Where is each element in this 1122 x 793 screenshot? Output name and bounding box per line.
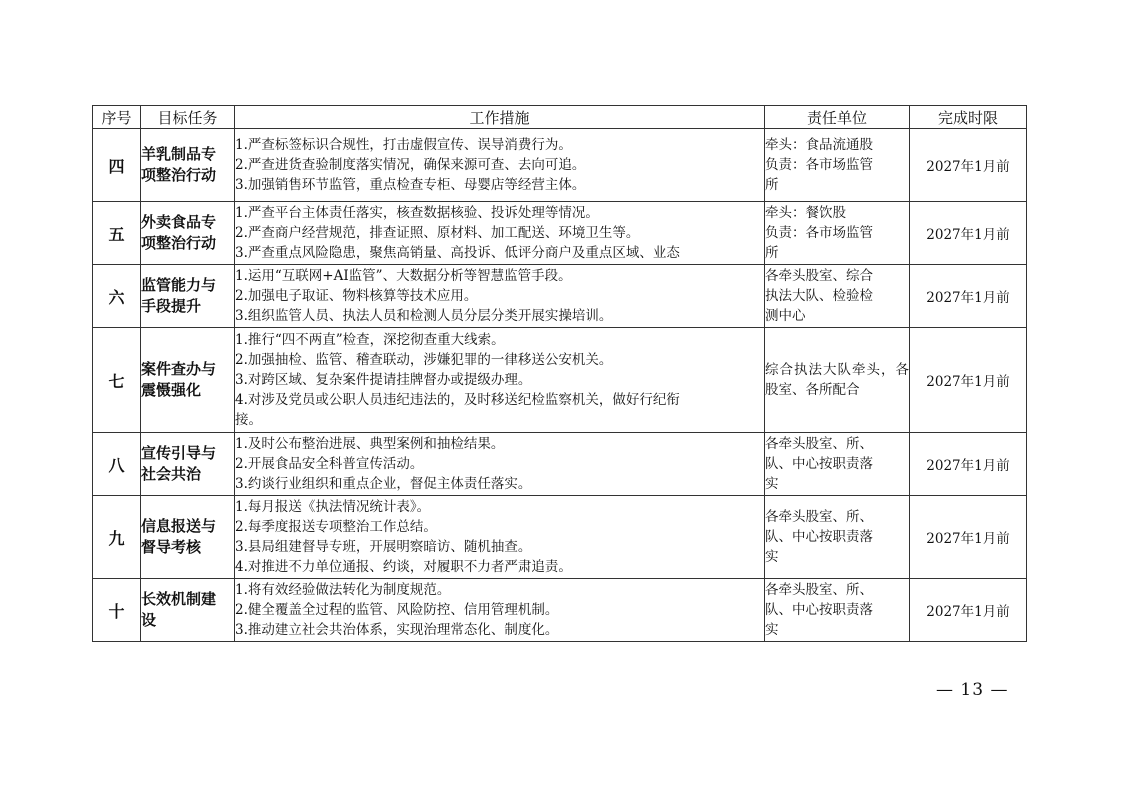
measure-item: 1.每月报送《执法情况统计表》。 (235, 499, 431, 515)
row-unit: 各牵头股室、所、 队、中心按职责落 实 (765, 496, 910, 579)
row-measures (235, 202, 765, 265)
row-measures (235, 496, 765, 579)
row-task: 羊乳制品专 项整治行动 (141, 129, 235, 202)
measure-item: 3.组织监管人员、执法人员和检测人员分层分类开展实操培训。 (235, 308, 613, 324)
row-unit: 各牵头股室、所、 队、中心按职责落 实 (765, 433, 910, 496)
measure-item: 2.开展食品安全科普宣传活动。 (235, 456, 424, 472)
measure-item: 2.每季度报送专项整治工作总结。 (235, 519, 437, 535)
row-measures (235, 579, 765, 642)
row-task: 监管能力与 手段提升 (141, 265, 235, 328)
measure-item: 2.健全覆盖全过程的监管、风险防控、信用管理机制。 (235, 602, 559, 618)
measure-item: 2.严查商户经营规范，排查证照、原材料、加工配送、环境卫生等。 (235, 225, 640, 241)
table-row (93, 579, 1027, 642)
row-task: 案件查办与 震慑强化 (141, 328, 235, 433)
row-deadline: 2027年1月前 (910, 202, 1027, 265)
row-task: 长效机制建 设 (141, 579, 235, 642)
row-unit: 综合执法大队牵头，各股室、各所配合 (765, 328, 910, 433)
measure-item: 3.推动建立社会共治体系，实现治理常态化、制度化。 (235, 622, 559, 638)
measure-item: 3.加强销售环节监管，重点检查专柜、母婴店等经营主体。 (235, 177, 586, 193)
row-deadline: 2027年1月前 (910, 129, 1027, 202)
row-deadline: 2027年1月前 (910, 265, 1027, 328)
measure-item: 1.推行“四不两直”检查，深挖彻查重大线索。 (235, 332, 505, 348)
row-number: 八 (93, 433, 141, 496)
measure-item: 3.约谈行业组织和重点企业，督促主体责任落实。 (235, 476, 532, 492)
table-row (93, 496, 1027, 579)
row-number: 五 (93, 202, 141, 265)
row-measures (235, 129, 765, 202)
row-deadline: 2027年1月前 (910, 433, 1027, 496)
page-number: — 13 — (936, 680, 1009, 700)
row-number: 六 (93, 265, 141, 328)
row-number: 十 (93, 579, 141, 642)
measure-item: 3.县局组建督导专班，开展明察暗访、随机抽查。 (235, 539, 532, 555)
row-deadline: 2027年1月前 (910, 579, 1027, 642)
row-measures (235, 265, 765, 328)
row-task: 宣传引导与 社会共治 (141, 433, 235, 496)
table-row (93, 202, 1027, 265)
measure-item: 1.及时公布整治进展、典型案例和抽检结果。 (235, 436, 505, 452)
task-table (92, 105, 1027, 642)
row-measures (235, 433, 765, 496)
measure-item: 1.严查平台主体责任落实，核查数据核验、投诉处理等情况。 (235, 205, 599, 221)
table-row (93, 265, 1027, 328)
header-unit: 责任单位 (765, 106, 910, 129)
row-deadline: 2027年1月前 (910, 496, 1027, 579)
row-deadline: 2027年1月前 (910, 328, 1027, 433)
row-unit: 各牵头股室、所、 队、中心按职责落 实 (765, 579, 910, 642)
measure-item: 2.严查进货查验制度落实情况，确保来源可查、去向可追。 (235, 157, 586, 173)
measure-item: 3.严查重点风险隐患，聚焦高销量、高投诉、低评分商户及重点区域、业态 (235, 245, 680, 261)
header-deadline: 完成时限 (910, 106, 1027, 129)
measure-item: 3.对跨区域、复杂案件提请挂牌督办或提级办理。 (235, 372, 532, 388)
row-task: 信息报送与 督导考核 (141, 496, 235, 579)
table-row (93, 328, 1027, 433)
measure-item: 2.加强电子取证、物料核算等技术应用。 (235, 288, 478, 304)
row-number: 九 (93, 496, 141, 579)
row-number: 七 (93, 328, 141, 433)
row-unit: 牵头：餐饮股 负责：各市场监管 所 (765, 202, 910, 265)
row-unit: 牵头：食品流通股 负责：各市场监管 所 (765, 129, 910, 202)
measure-item: 1.将有效经验做法转化为制度规范。 (235, 582, 451, 598)
measure-item: 2.加强抽检、监管、稽查联动，涉嫌犯罪的一律移送公安机关。 (235, 352, 613, 368)
measure-item: 4.对涉及党员或公职人员违纪违法的，及时移送纪检监察机关，做好行纪衔 (235, 392, 680, 408)
table-row (93, 129, 1027, 202)
row-task: 外卖食品专 项整治行动 (141, 202, 235, 265)
row-measures (235, 328, 765, 433)
row-number: 四 (93, 129, 141, 202)
measure-item: 1.运用“互联网+AI监管”、大数据分析等智慧监管手段。 (235, 268, 572, 284)
header-task: 目标任务 (141, 106, 235, 129)
header-number: 序号 (93, 106, 141, 129)
table-row (93, 433, 1027, 496)
measure-item: 4.对推进不力单位通报、约谈，对履职不力者严肃追责。 (235, 559, 572, 575)
table-header-row (93, 106, 1027, 129)
header-measures: 工作措施 (235, 106, 765, 129)
measure-item: 1.严查标签标识合规性，打击虚假宣传、误导消费行为。 (235, 137, 572, 153)
row-unit: 各牵头股室、综合 执法大队、检验检 测中心 (765, 265, 910, 328)
measure-item: 接。 (235, 412, 262, 428)
